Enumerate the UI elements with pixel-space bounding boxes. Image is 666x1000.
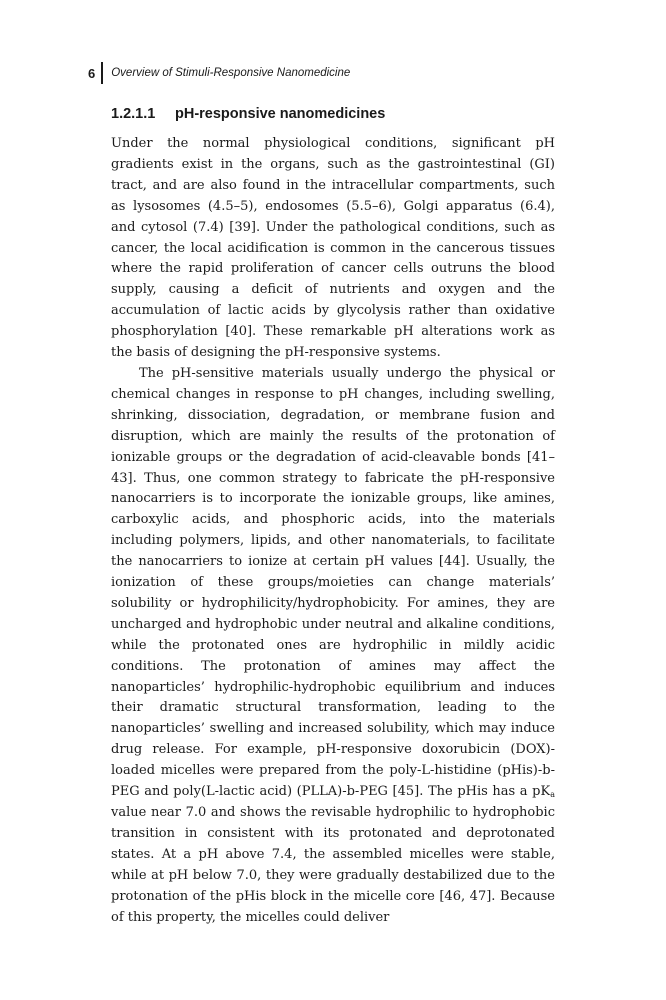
paragraph-2-text-b: value near 7.0 and shows the revisable hydrophilic to hydrophobic transition in consistent with its protonated and deprotonated states. At a pH above 7.4, the assembled micelles were stable, while at pH below 7.0, they were gradually destabilized due to the protonation of the pHis block in the micelle core [46, 47]. Because of this property, the micelles could deliver [111, 805, 555, 925]
section-number: 1.2.1.1 [111, 106, 156, 122]
header-divider [101, 62, 103, 84]
page-number: 6 [88, 65, 96, 81]
paragraph-1: Under the normal physiological conditions, significant pH gradients exist in the organs, such as the gastrointestinal (GI) tract, and are also found in the intracellular compartments, such as lysosomes (4.5–5), endosomes (5.5–6), Golgi apparatus (6.4), and cytosol (7.4) [39]. Under the pathological conditions, such as cancer, the local acidification is common in the cancerous tissues where the rapid proliferation of cancer cells outruns the blood supply, causing a deficit of nutrients and oxygen and the accumulation of lactic acids by glycolysis rather than oxidative phosphorylation [40]. These remarkable pH alterations work as the basis of designing the pH-responsive systems. [111, 136, 555, 361]
section-heading [111, 106, 385, 122]
pka-subscript: a [550, 790, 555, 800]
body-text [111, 134, 555, 928]
running-title: Overview of Stimuli-Responsive Nanomedicine [111, 67, 351, 79]
running-header [88, 62, 350, 84]
section-title: pH-responsive nanomedicines [175, 106, 386, 122]
paragraph-2-text-a: The pH-sensitive materials usually undergo the physical or chemical changes in response to pH changes, including swelling, shrinking, dissociation, degradation, or membrane fusion and disruption, which are mainly the results of the protonation of ionizable groups or the degradation of acid-cleavable bonds [41–43]. Thus, one common strategy to fabricate the pH-responsive nanocarriers is to incorporate the ionizable groups, like amines, carboxylic acids, and phosphoric acids, into the materials including polymers, lipids, and other nanomaterials, to facilitate the nanocarriers to ionize at certain pH values [44]. Usually, the ionization of these groups/moieties can change materials’ solubility or hydrophilicity/hydrophobicity. For amines, they are uncharged and hydrophobic under neutral and alkaline conditions, while the protonated ones are hydrophilic in mildly acidic conditions. The protonation of amines may affect the nanoparticles’ hydrophilic-hydrophobic equilibrium and induces their dramatic structural transformation, leading to the nanoparticles’ swelling and increased solubility, which may induce drug release. For example, pH-responsive doxorubicin (DOX)-loaded micelles were prepared from the poly-L-histidine (pHis)-b-PEG and poly(L-lactic acid) (PLLA)-b-PEG [45]. The pHis has a [111, 365, 555, 800]
pka-symbol: pK [532, 784, 551, 800]
paragraph-2 [111, 364, 555, 928]
